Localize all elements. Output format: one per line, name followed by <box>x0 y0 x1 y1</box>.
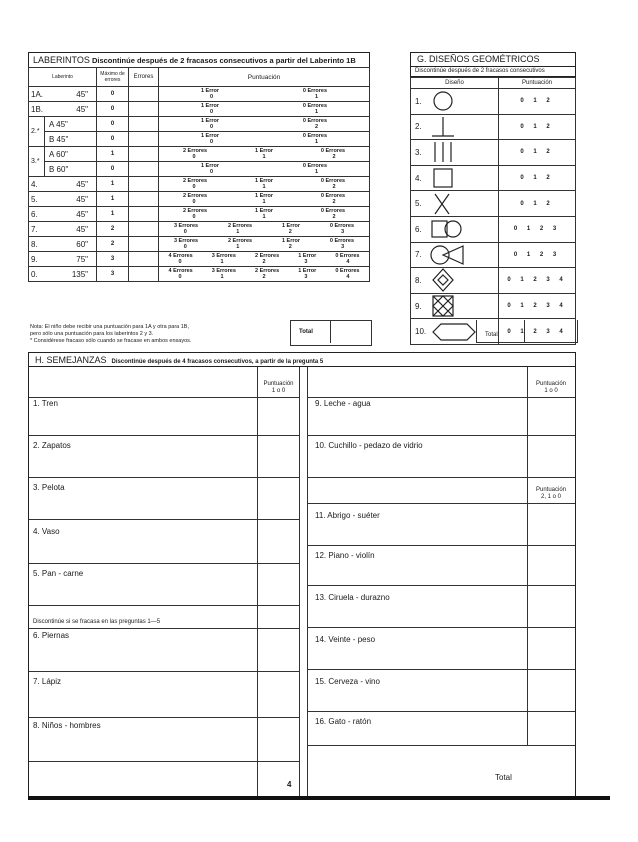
score-value[interactable]: 1 <box>314 94 319 100</box>
score-label: 1 Error <box>254 193 274 199</box>
score-value[interactable]: 2 <box>262 274 266 280</box>
labyrinth-time: 60" <box>45 237 97 252</box>
square-x-diamond-icon <box>429 294 479 318</box>
labyrinth-score <box>159 162 370 177</box>
similarity-item: 1. Tren <box>33 399 58 408</box>
design-score[interactable]: 0 1 2 3 <box>499 242 576 268</box>
labyrinth-errors-field[interactable] <box>129 102 159 117</box>
score-label: 0 Errores <box>302 103 328 109</box>
labyrinth-row <box>29 222 370 237</box>
geometric-row <box>411 89 576 115</box>
score-value[interactable]: 0 <box>209 124 214 130</box>
labyrinth-max-errors: 0 <box>97 162 129 177</box>
score-value[interactable]: 2 <box>314 124 319 130</box>
similarity-item: 8. Niños - hombres <box>33 721 101 730</box>
score-value[interactable]: 2 <box>332 154 336 160</box>
geometric-row <box>411 216 576 242</box>
score-label: 2 Errores <box>254 253 280 259</box>
score-value[interactable]: 3 <box>304 274 308 280</box>
right-score-header: Puntuación 1 o 0 <box>535 381 567 394</box>
labyrinth-number: 5. <box>29 192 45 207</box>
labyrinth-number: 1B. <box>29 102 45 117</box>
labyrinth-number: 0. <box>29 267 45 282</box>
geometric-row <box>411 268 576 294</box>
labyrinth-max-errors: 0 <box>97 87 129 102</box>
geometric-row <box>411 165 576 191</box>
geometric-table <box>410 77 576 345</box>
geometric-subtitle: Discontinúe después de 2 fracasos consecutivos <box>410 67 576 77</box>
labyrinth-row <box>29 237 370 252</box>
score-label: 0 Errores <box>329 223 355 229</box>
design-number: 10. <box>411 319 429 345</box>
labyrinths-title: LABERINTOS Discontinúe después de 2 fracasos consecutivos a partir del Laberinto 1B <box>28 52 370 67</box>
labyrinth-errors-field[interactable] <box>129 192 159 207</box>
score-value[interactable]: 1 <box>314 169 319 175</box>
errors-header: Errores <box>129 68 159 87</box>
score-value[interactable]: 1 <box>262 214 266 220</box>
score-value[interactable]: 1 <box>220 259 224 265</box>
labyrinth-score <box>159 117 370 132</box>
similarities-title: H. SEMEJANZAS Discontinúe después de 4 fracasos consecutivos, a partir de la pregunta 5 <box>29 353 575 367</box>
score-label: 2 Errores <box>182 193 208 199</box>
design-cell <box>429 165 499 191</box>
score-label: 1 Error <box>254 148 274 154</box>
labyrinth-row <box>29 117 370 132</box>
labyrinth-score <box>159 207 370 222</box>
design-number: 1. <box>411 89 429 115</box>
lab-header: Laberinto <box>29 68 97 87</box>
right-score-header-2: Puntuación 2, 1 o 0 <box>535 487 567 500</box>
geometric-row <box>411 191 576 217</box>
score-label: 3 Errores <box>173 223 199 229</box>
labyrinth-max-errors: 2 <box>97 222 129 237</box>
score-value[interactable]: 0 <box>192 199 196 205</box>
labyrinth-row <box>29 267 370 282</box>
score-label: 1 Error <box>200 103 219 109</box>
score-value[interactable]: 3 <box>304 259 308 265</box>
labyrinths-section <box>28 52 370 282</box>
similarity-item: 6. Piernas <box>33 631 70 640</box>
score-value[interactable]: 3 <box>341 229 345 235</box>
design-score[interactable]: 0 1 2 <box>499 140 576 166</box>
score-value[interactable]: 0 <box>209 139 214 145</box>
score-label: 2 Errores <box>254 268 280 274</box>
score-label: 0 Errores <box>335 268 360 274</box>
labyrinth-max-errors: 1 <box>97 177 129 192</box>
score-value[interactable]: 1 <box>262 184 266 190</box>
score-value[interactable]: 1 <box>262 154 266 160</box>
labyrinth-time: 45" <box>45 177 97 192</box>
score-label: 1 Error <box>254 208 274 214</box>
score-label: 0 Errores <box>320 148 346 154</box>
design-number: 2. <box>411 114 429 140</box>
labyrinth-time: 45" <box>45 102 97 117</box>
labyrinth-row <box>29 207 370 222</box>
score-label: 0 Errores <box>335 253 360 259</box>
labyrinth-number: 8. <box>29 237 45 252</box>
labyrinths-total: Total <box>290 320 372 346</box>
similarity-item: 11. Abrigo - suéter <box>315 511 380 520</box>
labyrinth-number: 4. <box>29 177 45 192</box>
geometric-row <box>411 242 576 268</box>
score-label: 0 Errores <box>329 238 355 244</box>
labyrinth-number: 9. <box>29 252 45 267</box>
score-label: 2 Errores <box>227 238 253 244</box>
score-value[interactable]: 0 <box>209 109 214 115</box>
bottom-rule <box>28 796 610 800</box>
score-label: 0 Errores <box>320 208 346 214</box>
labyrinth-max-errors: 0 <box>97 132 129 147</box>
square-icon <box>429 166 479 190</box>
similarity-item: 13. Ciruela - durazno <box>315 593 390 602</box>
labyrinth-score <box>159 147 370 162</box>
labyrinth-errors-field[interactable] <box>129 117 159 132</box>
labyrinth-score <box>159 237 370 252</box>
max-header: Máximo de errores <box>97 68 129 87</box>
labyrinth-row <box>29 192 370 207</box>
score-label: 0 Errores <box>302 118 328 124</box>
labyrinth-time: 135" <box>45 267 97 282</box>
score-value[interactable]: 0 <box>209 169 214 175</box>
labyrinths-total-field[interactable] <box>330 321 371 343</box>
design-score[interactable]: 0 1 2 <box>499 191 576 217</box>
similarity-item: 12. Piano - violín <box>315 551 375 560</box>
geometric-row <box>411 140 576 166</box>
score-label: 0 Errores <box>320 193 346 199</box>
score-value[interactable]: 2 <box>332 184 336 190</box>
design-number: 7. <box>411 242 429 268</box>
labyrinth-score <box>159 132 370 147</box>
design-score[interactable]: 0 1 2 3 4 <box>499 319 576 345</box>
left-score-header: Puntuación 1 o 0 <box>263 381 294 394</box>
square-circle-icon <box>429 217 479 241</box>
design-cell <box>429 242 499 268</box>
labyrinth-row <box>29 147 370 162</box>
similarity-item: 15. Cerveza - vino <box>315 677 380 686</box>
design-score[interactable]: 0 1 2 3 <box>499 216 576 242</box>
score-label: 1 Error <box>281 238 301 244</box>
similarity-item: 9. Leche - agua <box>315 399 371 408</box>
score-label: 1 Error <box>200 133 219 139</box>
geometric-row <box>411 114 576 140</box>
design-cell <box>429 293 499 319</box>
labyrinth-row <box>29 177 370 192</box>
labyrinth-max-errors: 1 <box>97 207 129 222</box>
labyrinth-errors-field[interactable] <box>129 87 159 102</box>
design-number: 9. <box>411 293 429 319</box>
similarity-item: 4. Vaso <box>33 527 60 536</box>
score-label: 3 Errores <box>211 253 236 259</box>
score-value[interactable]: 1 <box>236 229 240 235</box>
design-score[interactable]: 0 1 2 <box>499 165 576 191</box>
score-value[interactable]: 2 <box>332 199 336 205</box>
score-label: 0 Errores <box>320 178 346 184</box>
geometric-row <box>411 293 576 319</box>
score-label: 2 Errores <box>227 223 253 229</box>
score-value[interactable]: 4 <box>346 274 350 280</box>
labyrinth-group: 2.* <box>29 117 45 147</box>
labyrinth-score <box>159 252 370 267</box>
score-label: 1 Error <box>298 253 317 259</box>
score-label: 1 Error <box>200 88 219 94</box>
labyrinth-number: 6. <box>29 207 45 222</box>
labyrinth-max-errors: 3 <box>97 252 129 267</box>
score-value[interactable]: 0 <box>183 229 187 235</box>
score-value[interactable]: 4 <box>346 259 350 265</box>
labyrinth-max-errors: 0 <box>97 102 129 117</box>
similarity-item: 2. Zapatos <box>33 441 71 450</box>
labyrinth-row <box>29 132 370 147</box>
score-value[interactable]: 2 <box>262 259 266 265</box>
design-score[interactable]: 0 1 2 3 4 <box>499 293 576 319</box>
design-number: 3. <box>411 140 429 166</box>
design-number: 8. <box>411 268 429 294</box>
score-value[interactable]: 0 <box>178 259 182 265</box>
score-value[interactable]: 3 <box>341 244 345 250</box>
design-cell <box>429 268 499 294</box>
labyrinth-errors-field[interactable] <box>129 162 159 177</box>
labyrinth-max-errors: 1 <box>97 192 129 207</box>
score-label: 3 Errores <box>211 268 236 274</box>
labyrinth-score <box>159 102 370 117</box>
design-cell <box>429 216 499 242</box>
design-cell <box>429 191 499 217</box>
labyrinth-score <box>159 192 370 207</box>
similarities-total-label: Total <box>495 773 512 782</box>
design-cell <box>429 89 499 115</box>
similarity-item: 5. Pan - carne <box>33 569 84 578</box>
score-value[interactable]: 0 <box>192 184 196 190</box>
design-number: 4. <box>411 165 429 191</box>
similarity-item: 14. Veinte - peso <box>315 635 376 644</box>
labyrinth-number: 7. <box>29 222 45 237</box>
labyrinths-table <box>28 67 370 282</box>
score-label: 0 Errores <box>302 88 328 94</box>
score-value[interactable]: 1 <box>262 199 266 205</box>
design-score[interactable]: 0 1 2 3 4 <box>499 268 576 294</box>
geometric-total-field[interactable] <box>524 320 577 342</box>
score-value[interactable]: 0 <box>192 154 196 160</box>
labyrinth-errors-field[interactable] <box>129 222 159 237</box>
similarity-item: 10. Cuchillo - pedazo de vidrio <box>315 441 423 450</box>
score-label: 0 Errores <box>302 163 328 169</box>
labyrinth-errors-field[interactable] <box>129 267 159 282</box>
score-label: 1 Error <box>200 163 219 169</box>
design-score[interactable]: 0 1 2 <box>499 89 576 115</box>
labyrinth-errors-field[interactable] <box>129 132 159 147</box>
geometric-section <box>410 52 576 345</box>
labyrinth-row <box>29 102 370 117</box>
similarity-item: 3. Pelota <box>33 483 65 492</box>
labyrinth-errors-field[interactable] <box>129 177 159 192</box>
labyrinth-time: 45" <box>45 192 97 207</box>
labyrinth-row <box>29 162 370 177</box>
score-value[interactable]: 2 <box>288 229 292 235</box>
geometric-title: G. DISEÑOS GEOMÉTRICOS <box>410 52 576 67</box>
labyrinth-time: 45" <box>45 207 97 222</box>
score-label: 1 Error <box>200 118 219 124</box>
geometric-total: Total <box>476 320 578 343</box>
labyrinth-max-errors: 1 <box>97 147 129 162</box>
score-label: 3 Errores <box>173 238 199 244</box>
circle-triangle-icon <box>429 243 479 267</box>
design-number: 6. <box>411 216 429 242</box>
labyrinth-group: 3.* <box>29 147 45 177</box>
score-value[interactable]: 0 <box>209 94 214 100</box>
hexagon-icon <box>429 320 479 344</box>
score-label: 1 Error <box>254 178 274 184</box>
discontinue-note: Discontinúe si se fracasa en las preguntas 1—5 <box>33 619 161 625</box>
score-label: 1 Error <box>298 268 317 274</box>
design-number: 5. <box>411 191 429 217</box>
score-value[interactable]: 1 <box>236 244 240 250</box>
score-value[interactable]: 2 <box>288 244 292 250</box>
x-cross-icon <box>429 192 479 216</box>
geo-score-header: Puntuación <box>499 78 576 89</box>
score-value[interactable]: 0 <box>178 274 182 280</box>
design-cell <box>429 140 499 166</box>
labyrinth-max-errors: 3 <box>97 267 129 282</box>
similarities-section <box>28 352 576 798</box>
inverted-t-icon <box>429 115 479 139</box>
labyrinth-errors-field[interactable] <box>129 207 159 222</box>
labyrinth-time: B 45" <box>45 132 97 147</box>
score-label: 2 Errores <box>182 208 208 214</box>
labyrinth-time: 45" <box>45 222 97 237</box>
score-label: 4 Errores <box>168 268 193 274</box>
score-header: Puntuación <box>159 68 370 87</box>
labyrinth-score <box>159 222 370 237</box>
similarity-item: 16. Gato - ratón <box>315 717 372 726</box>
labyrinth-row <box>29 87 370 102</box>
score-value[interactable]: 0 <box>192 214 196 220</box>
three-bars-icon <box>429 140 479 164</box>
score-label: 2 Errores <box>182 148 208 154</box>
labyrinth-score <box>159 87 370 102</box>
design-score[interactable]: 0 1 2 <box>499 114 576 140</box>
labyrinth-time: 75" <box>45 252 97 267</box>
labyrinth-max-errors: 0 <box>97 117 129 132</box>
design-cell <box>429 114 499 140</box>
nested-diamond-icon <box>429 268 479 292</box>
score-label: 0 Errores <box>302 133 328 139</box>
score-value[interactable]: 0 <box>183 244 187 250</box>
labyrinth-score <box>159 267 370 282</box>
labyrinths-note: Nota: El niño debe recibir una puntuación para 1A y otra para 1B, pero sólo una puntuación para los laberintos 2 y 3. * Considérese fracaso sólo cuando se fracase en ambos ensayos. <box>30 324 192 344</box>
score-label: 4 Errores <box>168 253 193 259</box>
design-header: Diseño <box>411 78 499 89</box>
labyrinth-max-errors: 2 <box>97 237 129 252</box>
labyrinth-time: 45" <box>45 87 97 102</box>
similarity-item: 7. Lápiz <box>33 677 62 686</box>
score-value[interactable]: 1 <box>314 139 319 145</box>
score-value[interactable]: 1 <box>314 109 319 115</box>
score-value[interactable]: 2 <box>332 214 336 220</box>
labyrinth-score <box>159 177 370 192</box>
score-label: 2 Errores <box>182 178 208 184</box>
labyrinth-errors-field[interactable] <box>129 237 159 252</box>
score-value[interactable]: 1 <box>220 274 224 280</box>
page-number: 4 <box>287 780 292 789</box>
labyrinth-time: A 60" <box>45 147 97 162</box>
score-label: 1 Error <box>281 223 301 229</box>
circle-icon <box>429 89 479 113</box>
labyrinth-row <box>29 252 370 267</box>
labyrinth-time: B 60" <box>45 162 97 177</box>
labyrinth-errors-field[interactable] <box>129 147 159 162</box>
labyrinth-errors-field[interactable] <box>129 252 159 267</box>
labyrinth-number: 1A. <box>29 87 45 102</box>
labyrinth-time: A 45" <box>45 117 97 132</box>
